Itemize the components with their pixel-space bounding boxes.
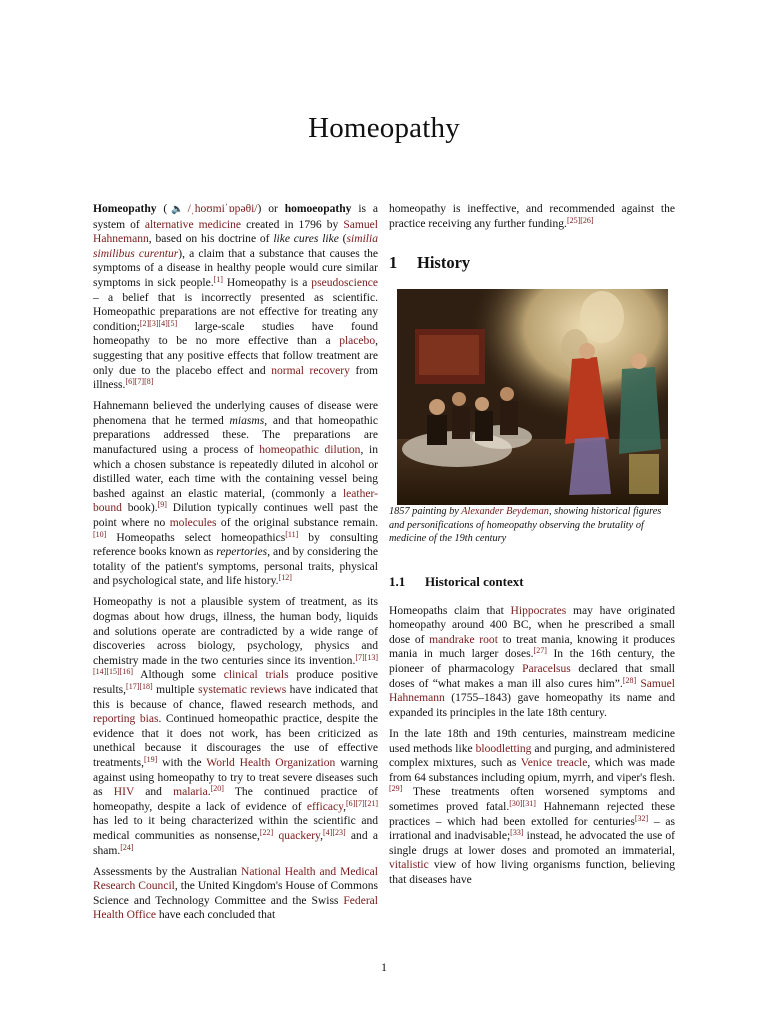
ref-1[interactable]: [1] <box>213 274 223 284</box>
ref-19[interactable]: [19] <box>143 754 158 764</box>
ref-24[interactable]: [24] <box>120 842 134 852</box>
link-similia[interactable]: similia similibus curentur <box>93 233 378 260</box>
page-number: 1 <box>381 960 387 974</box>
link-quackery[interactable]: quackery <box>278 829 321 842</box>
section-history-heading <box>389 253 675 273</box>
ref-9[interactable]: [9] <box>157 500 167 510</box>
right-column <box>389 202 675 894</box>
ref-30-31[interactable]: [30][31] <box>509 798 536 808</box>
link-hiv[interactable]: HIV <box>113 786 135 799</box>
ref-6-8[interactable]: [6][7][8] <box>125 377 154 387</box>
link-who[interactable]: World Health Organization <box>206 756 336 769</box>
paragraph-assessments-cont <box>389 202 675 231</box>
page-title: Homeopathy <box>308 112 460 144</box>
link-efficacy[interactable]: efficacy <box>306 800 344 813</box>
paragraph-assessments: Assessments by the Australian National Health and Medical Research Council, the United Kingdom's House of Commons Science and Technology Committee and the Swiss Federal Health Office have each concluded that <box>93 865 379 922</box>
link-homeopathic-dilution[interactable]: homeopathic dilution <box>259 444 361 456</box>
painting-image[interactable] <box>397 289 668 505</box>
link-samuel-hahnemann[interactable]: Samuel Hahnemann <box>93 218 378 246</box>
ref-2-5[interactable]: [2][3][4][5] <box>139 318 178 328</box>
link-systematic-reviews[interactable]: systematic reviews <box>198 684 287 696</box>
subsection-title: Historical context <box>425 573 524 589</box>
link-normal-recovery[interactable]: normal recovery <box>271 364 350 377</box>
ref-7-16[interactable]: [7][13][14][15][16] <box>93 652 378 677</box>
link-venice-treacle[interactable]: Venice treacle <box>520 757 588 770</box>
ref-12[interactable]: [12] <box>278 573 292 583</box>
speaker-icon[interactable]: 🔈 <box>167 204 188 215</box>
link-paracelsus[interactable]: Paracelsus <box>522 663 571 676</box>
section-historical-context-heading <box>389 574 675 590</box>
ref-25-26[interactable]: [25][26] <box>566 215 594 225</box>
ipa-pronunciation[interactable]: /ˌhoʊmiˈɒpəθi/ <box>187 203 258 215</box>
lead-term: Homeopathy <box>93 203 157 215</box>
link-mandrake-root[interactable]: mandrake root <box>429 633 498 646</box>
miasms-term: miasms <box>229 414 265 427</box>
link-molecules[interactable]: molecules <box>169 516 217 529</box>
subsection-number: 1.1 <box>389 573 406 589</box>
ref-28[interactable]: [28] <box>622 675 637 685</box>
link-reporting-bias[interactable]: reporting bias <box>93 713 159 726</box>
section-title: History <box>417 253 471 273</box>
repertories-term: repertories <box>216 546 268 559</box>
ref-20[interactable]: [20] <box>210 784 224 794</box>
link-clinical-trials[interactable]: clinical trials <box>223 669 289 682</box>
section-number: 1 <box>389 253 398 273</box>
ref-22[interactable]: [22] <box>259 827 274 837</box>
paragraph-miasms: Hahnemann believed the underlying causes of disease were phenomena that he termed miasms, and that homeopathic preparations addressed these. The preparations are manufactured using a process of homeopathic dilution, in which a chosen substance is repeatedly diluted in alcohol or distilled water, each time with the containing vessel being bashed against an elastic material, (commonly a leather-bound book).[9] Dilution typically continues well past the point where no molecules of the original substance remain.[10] Homeopaths select homeopathics[11] by consulting reference books known as repertories, and by considering the totality of the patient's symptoms, personal traits, physical and psychological state, and life history.[12] <box>93 400 378 588</box>
ref-10[interactable]: [10] <box>93 529 107 539</box>
figure-caption: 1857 painting by Alexander Beydeman, showing historical figures and personifications of homeopathy observing the brutality of medicine of the 19th century <box>389 506 662 545</box>
like-cures-like: like cures like <box>273 233 339 246</box>
assessment-continuation: homeopathy is ineffective, and recommended against the practice receiving any further funding. <box>389 203 675 230</box>
link-vitalistic[interactable]: vitalistic <box>389 859 429 872</box>
link-placebo[interactable]: placebo <box>339 335 376 348</box>
link-alexander-beydeman[interactable]: Alexander Beydeman <box>461 506 549 518</box>
paragraph-mainstream-medicine: In the late 18th and 19th centuries, mainstream medicine used methods like bloodletting and purging, and administered complex mixtures, such as Venice treacle, which was made from 64 substances including opium, myrrh, and viper's flesh.[29] These treatments often worsened symptoms and sometimes proved fatal.[30][31] Hahnemann rejected these practices – which had been extolled for centuries[32] – as irrational and inadvisable;[33] instead, he advocated the use of single drugs at lower doses and promoted an immaterial, vitalistic view of how living organisms function, believing that diseases have <box>389 727 675 886</box>
link-pseudoscience[interactable]: pseudoscience <box>311 276 378 289</box>
ref-4-23[interactable]: [4][23] <box>322 827 346 837</box>
link-hippocrates[interactable]: Hippocrates <box>510 604 567 617</box>
left-column <box>93 202 378 930</box>
link-alternative-medicine[interactable]: alternative medicine <box>144 218 241 231</box>
link-nhmrc[interactable]: National Health and Medical Research Council <box>93 865 378 893</box>
ref-27[interactable]: [27] <box>533 646 547 656</box>
ref-6-7-21[interactable]: [6][7][21] <box>346 798 378 808</box>
link-bloodletting[interactable]: bloodletting <box>475 742 532 755</box>
link-samuel-hahnemann-2[interactable]: Samuel Hahnemann <box>389 677 675 705</box>
painting-illustration <box>397 289 668 505</box>
ref-32[interactable]: [32] <box>634 813 649 823</box>
link-leather-bound[interactable]: leather-bound <box>93 487 378 515</box>
paragraph-hippocrates: Homeopaths claim that Hippocrates may have originated homeopathy around 400 BC, when he prescribed a small dose of mandrake root to treat mania, knowing it produces mania in much larger doses.[27] In the 16th century, the pioneer of pharmacology Paracelsus declared that small doses of “what makes a man ill also cures him”.[28] Samuel Hahnemann (1755–1843) gave homeopathy its name and expanded its principles in the late 18th century. <box>389 604 676 719</box>
link-malaria[interactable]: malaria <box>173 786 208 799</box>
link-federal-health-office[interactable]: Federal Health Office <box>93 894 378 922</box>
ref-33[interactable]: [33] <box>510 828 524 838</box>
ref-29[interactable]: [29] <box>389 784 403 794</box>
lead-paragraph: Homeopathy (🔈/ˌhoʊmiˈɒpəθi/) or homoeopathy is a system of alternative medicine created in 1796 by Samuel Hahnemann, based on his doctrine of like cures like (similia similibus curentur), a claim that a substance that causes the symptoms of a disease in healthy people would cure similar symptoms in sick people.[1] Homeopathy is a pseudoscience – a belief that is incorrectly presented as scientific. Homeopathic preparations are not effective for treating any condition;[2][3][4][5] large-scale studies have found homeopathy to be no more effective than a placebo, suggesting that any positive effects that follow treatment are only due to the placebo effect and normal recovery from illness.[6][7][8] <box>93 203 379 392</box>
ref-11[interactable]: [11] <box>285 529 299 539</box>
lead-alt-term: homoeopathy <box>284 203 352 215</box>
paragraph-plausibility: Homeopathy is not a plausible system of treatment, as its dogmas about how drugs, illness, the human body, liquids and solutions operate are contradicted by a wide range of discoveries across biology, psychology, physics and chemistry made in the two centuries since its invention.[7][13][14][15][16] Although some clinical trials produce positive results,[17][18] multiple systematic reviews have indicated that this is because of chance, flawed research methods, and reporting bias. Continued homeopathic practice, despite the evidence that it does not work, has been criticized as unethical because it discourages the use of effective treatments,[19] with the World Health Organization warning against using homeopathy to try to treat severe diseases such as HIV and malaria.[20] The continued practice of homeopathy, despite a lack of evidence of efficacy,[6][7][21] has led to it being characterized within the scientific and medical communities as nonsense,[22] quackery,[4][23] and a sham.[24] <box>93 596 379 857</box>
ref-17-18[interactable]: [17][18] <box>126 682 153 691</box>
